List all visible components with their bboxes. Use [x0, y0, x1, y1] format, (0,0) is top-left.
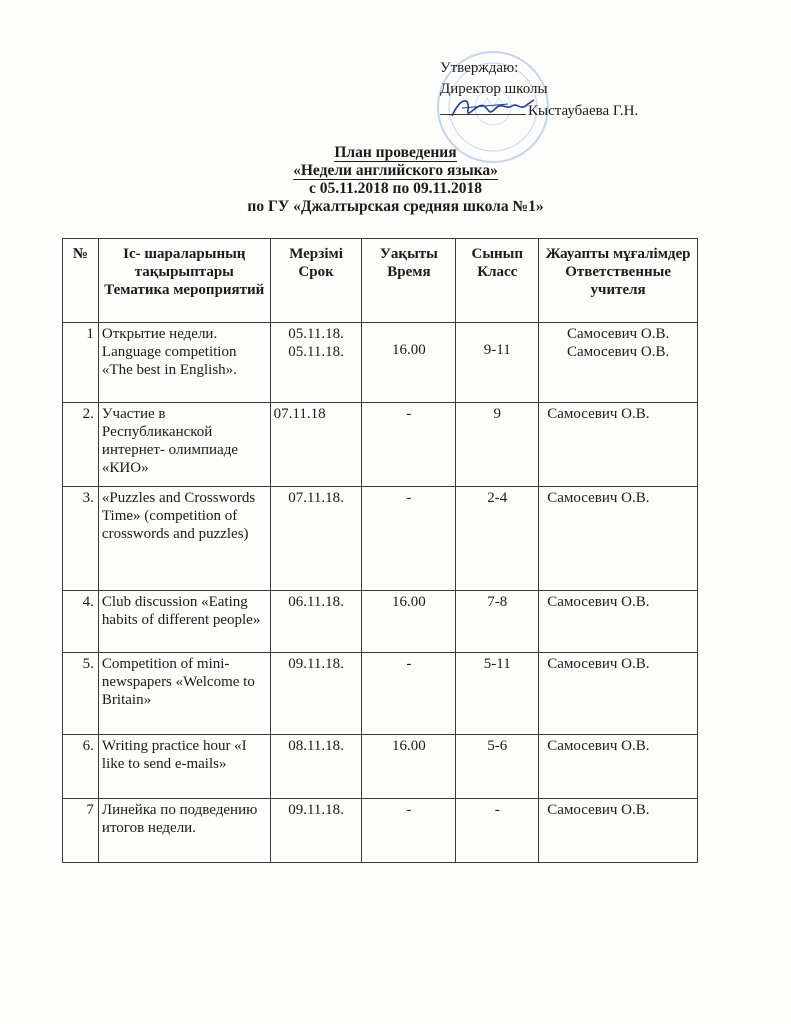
row-time: - — [362, 799, 456, 863]
row-topic: Writing practice hour «I like to send e-mails» — [98, 735, 270, 799]
row-date: 09.11.18. — [270, 653, 362, 735]
row-teacher: Самосевич О.В. Самосевич О.В. — [539, 323, 698, 403]
row-num: 7 — [63, 799, 99, 863]
director-name: Кыстаубаева Г.Н. — [528, 103, 639, 119]
row-time: 16.00 — [362, 735, 456, 799]
row-topic: Линейка по подведению итогов недели. — [98, 799, 270, 863]
approval-position: Директор школы — [440, 81, 548, 97]
row-num: 4. — [63, 591, 99, 653]
table-row — [63, 323, 698, 403]
row-class: 5-6 — [456, 735, 539, 799]
header-num: № — [63, 239, 99, 323]
table-row — [63, 799, 698, 863]
row-num: 1 — [63, 323, 99, 403]
row-class: 7-8 — [456, 591, 539, 653]
director-signature — [448, 92, 538, 126]
title-line-2: «Недели английского языка» — [293, 162, 498, 179]
row-teacher: Самосевич О.В. — [539, 653, 698, 735]
row-time: 16.00 — [362, 323, 456, 403]
row-teacher: Самосевич О.В. — [539, 735, 698, 799]
row-num: 6. — [63, 735, 99, 799]
row-date: 09.11.18. — [270, 799, 362, 863]
title-school: по ГУ «Джалтырская средняя школа №1» — [247, 198, 544, 215]
header-time: Уақыты Время — [362, 239, 456, 323]
table-row — [63, 735, 698, 799]
document-title — [0, 144, 791, 216]
row-date: 05.11.18. 05.11.18. — [270, 323, 362, 403]
table-header-row — [63, 239, 698, 323]
table-row — [63, 591, 698, 653]
row-teacher: Самосевич О.В. — [539, 487, 698, 591]
row-topic: «Puzzles and Crosswords Time» (competition of crosswords and puzzles) — [98, 487, 270, 591]
row-teacher: Самосевич О.В. — [539, 799, 698, 863]
row-class: 9-11 — [456, 323, 539, 403]
row-topic: Competition of mini-newspapers «Welcome to Britain» — [98, 653, 270, 735]
row-num: 5. — [63, 653, 99, 735]
row-class: 9 — [456, 403, 539, 487]
row-date: 07.11.18. — [270, 487, 362, 591]
table-row — [63, 653, 698, 735]
row-time: - — [362, 487, 456, 591]
row-class: - — [456, 799, 539, 863]
row-date: 07.11.18 — [270, 403, 362, 487]
header-teacher: Жауапты мұғалімдер Ответственные учителя — [539, 239, 698, 323]
row-class: 5-11 — [456, 653, 539, 735]
header-class: Сынып Класс — [456, 239, 539, 323]
row-class: 2-4 — [456, 487, 539, 591]
row-topic: Club discussion «Eating habits of different people» — [98, 591, 270, 653]
header-topic: Іс- шараларының тақырыптары Тематика мероприятий — [98, 239, 270, 323]
row-num: 3. — [63, 487, 99, 591]
approval-heading: Утверждаю: — [440, 60, 519, 76]
row-date: 06.11.18. — [270, 591, 362, 653]
row-teacher: Самосевич О.В. — [539, 591, 698, 653]
row-time: 16.00 — [362, 591, 456, 653]
title-dates: с 05.11.2018 по 09.11.2018 — [309, 180, 482, 197]
row-time: - — [362, 653, 456, 735]
title-line-1: План проведения — [334, 144, 457, 161]
table-row — [63, 403, 698, 487]
row-date: 08.11.18. — [270, 735, 362, 799]
table-row — [63, 487, 698, 591]
events-table — [62, 238, 698, 863]
row-topic: Участие в Республиканской интернет- олимпиаде «КИО» — [98, 403, 270, 487]
row-time: - — [362, 403, 456, 487]
row-topic: Открытие недели. Language competition «The best in English». — [98, 323, 270, 403]
row-teacher: Самосевич О.В. — [539, 403, 698, 487]
header-date: Мерзімі Срок — [270, 239, 362, 323]
row-num: 2. — [63, 403, 99, 487]
